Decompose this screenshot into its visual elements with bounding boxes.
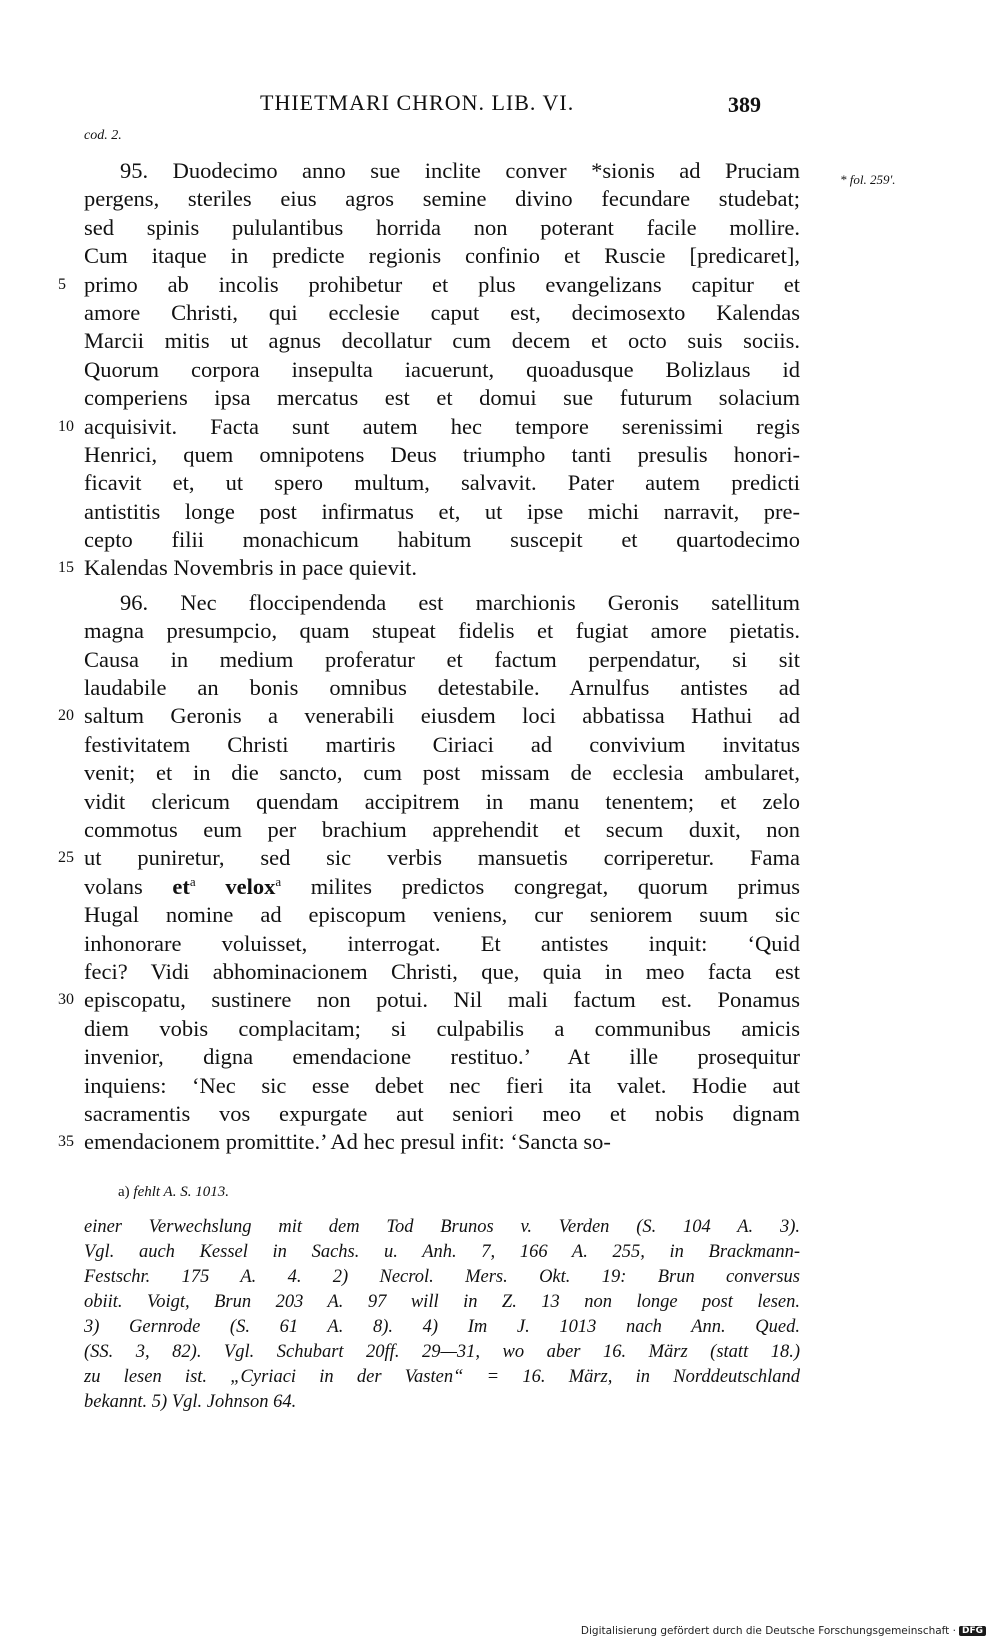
text-line (84, 498, 800, 526)
text-line (84, 441, 800, 469)
line-text: cepto filii monachicum habitum suscepit et quartodecimo (84, 527, 800, 553)
line-text: Hugal nomine ad episcopum veniens, cur seniorem suum sic (84, 902, 800, 928)
line-fragment-sup2: a (275, 873, 282, 889)
text-line (84, 958, 800, 986)
text-line (58, 271, 800, 299)
note-line: zu lesen ist. „Cyriaci in der Vasten“ = 16. März, in Norddeutschland (84, 1367, 800, 1387)
cod-note: cod. 2. (84, 128, 122, 143)
footnote-label: a) (118, 1184, 130, 1200)
line-text: comperiens ipsa mercatus est et domui sue futurum solacium (84, 385, 800, 411)
line-text: Marcii mitis ut agnus decollatur cum decem et octo suis sociis. (84, 328, 800, 354)
line-number: 5 (58, 275, 66, 293)
commentary-notes (84, 1215, 800, 1415)
text-line (84, 1100, 800, 1128)
line-number: 10 (58, 417, 74, 435)
line-text: primo ab incolis prohibetur et plus evangelizans capitur et (84, 271, 800, 297)
line-text: feci? Vidi abhominacionem Christi, que, quia in meo facta est (84, 958, 800, 984)
text-line (84, 816, 800, 844)
note-line: (SS. 3, 82). Vgl. Schubart 20ff. 29—31, wo aber 16. März (statt 18.) (84, 1342, 800, 1362)
text-line (58, 413, 800, 441)
note-line: 3) Gernrode (S. 61 A. 8). 4) Im J. 1013 nach Ann. Qued. (84, 1317, 800, 1337)
digitization-footer (581, 1625, 986, 1637)
line-text: sed spinis pululantibus horrida non poterant facile mollire. (84, 214, 800, 240)
line-text: Quorum corpora insepulta iacuerunt, quoadusque Bolizlaus id (84, 356, 800, 382)
text-line (84, 469, 800, 497)
main-text (58, 157, 801, 1157)
text-line (84, 788, 800, 816)
line-text: acquisivit. Facta sunt autem hec tempore serenissimi regis (84, 413, 800, 439)
line-text: commotus eum per brachium apprehendit et secum duxit, non (84, 816, 800, 842)
note-line: bekannt. 5) Vgl. Johnson 64. (84, 1392, 297, 1412)
line-text: magna presumpcio, quam stupeat fidelis et fugiat amore pietatis. (84, 618, 800, 644)
text-line (84, 1072, 800, 1100)
line-fragment-bold1: et (172, 873, 190, 899)
line-text: ut puniretur, sed sic verbis mansuetis corriperetur. Fama (84, 845, 800, 871)
text-line (84, 731, 800, 759)
text-line (84, 1043, 800, 1071)
line-text: Henrici, quem omnipotens Deus triumpho tanti presulis honori- (84, 441, 800, 467)
text-line (58, 844, 800, 872)
text-line (84, 157, 800, 185)
text-line (84, 617, 800, 645)
line-text: inhonorare voluisset, interrogat. Et antistes inquit: ‘Quid (84, 930, 800, 956)
line-text: ficavit et, ut spero multum, salvavit. Pater autem predicti (84, 470, 800, 496)
line-fragment-bold2: velox (225, 873, 276, 899)
line-text: Causa in medium proferatur et factum perpendatur, si sit (84, 646, 800, 672)
line-text: saltum Geronis a venerabili eiusdem loci abbatissa Hathui ad (84, 703, 800, 729)
text-line (84, 930, 800, 958)
footnote-text: fehlt A. S. 1013. (133, 1184, 229, 1200)
line-text: episcopatu, sustinere non potui. Nil mali factum est. Ponamus (84, 987, 800, 1013)
text-line (84, 526, 800, 554)
line-text: antistitis longe post infirmatus et, ut ipse michi narravit, pre- (84, 498, 800, 524)
text-line (84, 873, 800, 901)
text-line (84, 901, 800, 929)
running-header (0, 90, 1000, 130)
text-line (84, 384, 800, 412)
line-text: amore Christi, qui ecclesie caput est, decimosexto Kalendas (84, 299, 800, 325)
line-number: 15 (58, 559, 74, 577)
line-text: 96. Nec floccipendenda est marchionis Geronis satellitum (120, 589, 800, 615)
line-text: invenior, digna emendacione restituo.’ At ille prosequitur (84, 1044, 800, 1070)
line-fragment-post: milites predictos congregat, quorum primus (281, 873, 801, 899)
text-line (58, 1128, 800, 1156)
line-text: emendacionem promittite.’ Ad hec presul infit: ‘Sancta so- (84, 1129, 611, 1155)
text-line (84, 356, 800, 384)
line-text: inquiens: ‘Nec sic esse debet nec fieri ita valet. Hodie aut (84, 1072, 800, 1098)
line-text: festivitatem Christi martiris Ciriaci ad convivium invitatus (84, 731, 800, 757)
note-line: obiit. Voigt, Brun 203 A. 97 will in Z. 13 non longe post lesen. (84, 1292, 800, 1312)
line-fragment-pre: volans (84, 873, 173, 899)
line-text: laudabile an bonis omnibus detestabile. Arnulfus antistes ad (84, 675, 800, 701)
dfg-logo: DFG (959, 1626, 986, 1636)
text-line (84, 242, 800, 270)
text-line (84, 1015, 800, 1043)
footer-text: Digitalisierung gefördert durch die Deutsche Forschungsgemeinschaft · (580, 1625, 956, 1637)
line-text: pergens, steriles eius agros semine divino fecundare studebat; (84, 186, 800, 212)
text-line (84, 299, 800, 327)
line-text: vidit clericum quendam accipitrem in manu tenentem; et zelo (84, 788, 800, 814)
line-text: diem vobis complacitam; si culpabilis a communibus amicis (84, 1015, 800, 1041)
note-line: Vgl. auch Kessel in Sachs. u. Anh. 7, 166 A. 255, in Brackmann- (84, 1242, 800, 1262)
text-line (84, 646, 800, 674)
line-text: sacramentis vos expurgate aut seniori meo et nobis dignam (84, 1100, 800, 1126)
note-line: Festschr. 175 A. 4. 2) Necrol. Mers. Okt. 19: Brun conversus (84, 1267, 800, 1287)
note-line: einer Verwechslung mit dem Tod Brunos v. Verden (S. 104 A. 3). (84, 1217, 800, 1237)
line-number: 30 (58, 991, 74, 1009)
line-fragment-mid (196, 874, 226, 899)
text-line (58, 702, 800, 730)
text-line (84, 185, 800, 213)
page-number: 389 (728, 92, 761, 117)
line-text: Kalendas Novembris in pace quievit. (84, 555, 418, 581)
line-text: 95. Duodecimo anno sue inclite conver *sionis ad Pruciam (120, 158, 800, 183)
line-text: Cum itaque in predicte regionis confinio et Ruscie [predicaret], (84, 243, 800, 269)
text-line (84, 327, 800, 355)
line-number: 20 (58, 707, 74, 725)
line-text: venit; et in die sancto, cum post missam de ecclesia ambularet, (84, 760, 800, 786)
line-number: 25 (58, 849, 74, 867)
line-fragment-sup1: a (189, 873, 196, 889)
text-line (58, 986, 800, 1014)
text-line (84, 674, 800, 702)
text-line (84, 759, 800, 787)
apparatus-footnote (118, 1184, 229, 1201)
running-title: THIETMARI CHRON. LIB. VI. (260, 90, 575, 115)
text-line (84, 589, 800, 617)
text-line (84, 214, 800, 242)
line-number: 35 (58, 1133, 74, 1151)
folio-sidenote: * fol. 259'. (840, 172, 896, 187)
text-line (58, 554, 800, 582)
